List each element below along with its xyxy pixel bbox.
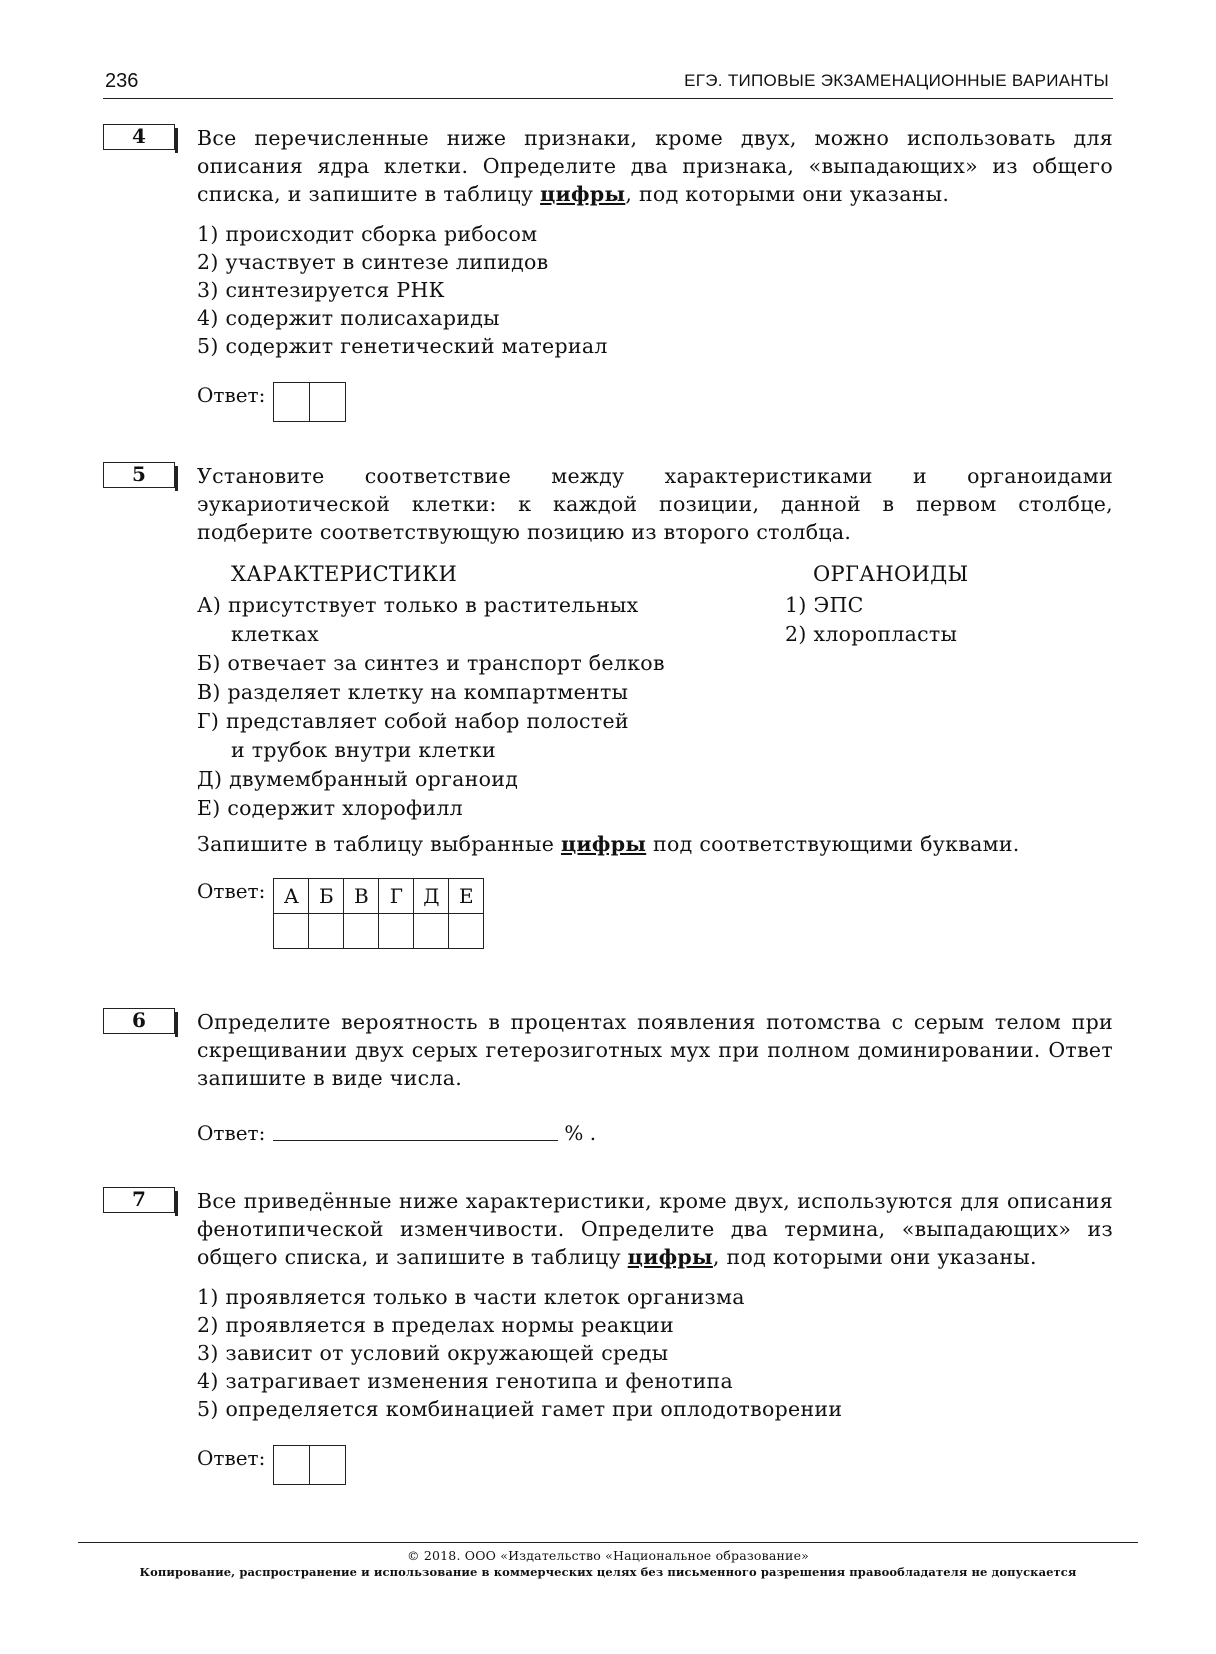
- task-5: [103, 462, 1113, 949]
- answer-label: Ответ:: [197, 879, 266, 903]
- characteristic-item: В) разделяет клетку на компартменты: [197, 680, 629, 704]
- option-item: 2) участвует в синтезе липидов: [197, 250, 549, 274]
- page-header: [103, 68, 1113, 99]
- option-list: [197, 1283, 1113, 1423]
- option-item: 4) затрагивает изменения генотипа и фенотипа: [197, 1369, 734, 1393]
- column-heading: ХАРАКТЕРИСТИКИ: [231, 562, 458, 586]
- characteristic-item: и трубок внутри клетки: [231, 738, 497, 762]
- answer-cell[interactable]: [309, 1446, 345, 1484]
- characteristic-item: Г) представляет собой набор полостей: [197, 709, 629, 733]
- task-6: [103, 1008, 1113, 1146]
- option-item: 1) проявляется только в части клеток организма: [197, 1285, 745, 1309]
- task-7: [103, 1187, 1113, 1485]
- option-item: 2) проявляется в пределах нормы реакции: [197, 1313, 674, 1337]
- task-number: 6: [103, 1008, 175, 1034]
- option-item: 1) происходит сборка рибосом: [197, 222, 538, 246]
- option-item: 5) определяется комбинацией гамет при оплодотворении: [197, 1397, 843, 1421]
- column-heading: ОРГАНОИДЫ: [813, 562, 969, 586]
- answer-cell[interactable]: [309, 383, 345, 421]
- task-instruction: Запишите в таблицу выбранные цифры под соответствующими буквами.: [197, 832, 1020, 856]
- page-number: 236: [105, 70, 139, 92]
- option-item: 3) синтезируется РНК: [197, 278, 445, 302]
- answer-row: [197, 1445, 1113, 1485]
- answer-cell[interactable]: [379, 914, 414, 949]
- percent-unit: % .: [564, 1121, 597, 1145]
- answer-cell[interactable]: [274, 914, 309, 949]
- answer-cell[interactable]: [344, 914, 379, 949]
- answer-table-header: Д: [414, 879, 449, 914]
- organelle-item: 1) ЭПС: [785, 593, 864, 617]
- option-list: [197, 220, 1113, 360]
- task-number: 4: [103, 124, 175, 150]
- task-4: [103, 124, 1113, 422]
- footer-notice: Копирование, распространение и использование в коммерческих целях без письменного разрешения правообладателя не допускается: [139, 1565, 1077, 1579]
- footer-copyright: © 2018. ООО «Издательство «Национальное образование»: [406, 1548, 810, 1563]
- answer-table: [273, 878, 484, 949]
- answer-cell[interactable]: [274, 383, 309, 421]
- answer-row: [197, 382, 1113, 422]
- option-item: 5) содержит генетический материал: [197, 334, 608, 358]
- characteristic-item: Е) содержит хлорофилл: [197, 796, 464, 820]
- footer-divider: [78, 1542, 1138, 1543]
- answer-table-header: Г: [379, 879, 414, 914]
- task-question: Установите соответствие между характеристиками и органоидами эукариотической клетки: к каждой позиции, данной в первом столбце, подберите соответствующую позицию из второго столбца.: [197, 464, 1113, 544]
- answer-cell[interactable]: [274, 1446, 309, 1484]
- organelles-column: [785, 560, 1105, 649]
- answer-table-header: В: [344, 879, 379, 914]
- task-question: Определите вероятность в процентах появления потомства с серым телом при скрещивании двух серых гетерозиготных мух при полном доминировании. Ответ запишите в виде числа.: [197, 1010, 1113, 1090]
- task-question: Все перечисленные ниже признаки, кроме двух, можно использовать для описания ядра клетки. Определите два признака, «выпадающих» из общего списка, и запишите в таблицу цифры, под которыми они указаны.: [197, 126, 1113, 206]
- characteristic-item: А) присутствует только в растительных: [197, 593, 639, 617]
- answer-cell[interactable]: [414, 914, 449, 949]
- answer-boxes[interactable]: [273, 1445, 346, 1485]
- answer-label: Ответ:: [197, 1446, 266, 1470]
- answer-label: Ответ:: [197, 383, 266, 407]
- characteristic-item: Б) отвечает за синтез и транспорт белков: [197, 651, 665, 675]
- task-number: 7: [103, 1187, 175, 1213]
- characteristic-item: клетках: [231, 622, 320, 646]
- answer-table-header: А: [274, 879, 309, 914]
- characteristics-column: [197, 560, 737, 823]
- matching-columns: [197, 560, 1113, 822]
- task-number: 5: [103, 462, 175, 488]
- organelle-item: 2) хлоропласты: [785, 622, 958, 646]
- header-title: ЕГЭ. ТИПОВЫЕ ЭКЗАМЕНАЦИОННЫЕ ВАРИАНТЫ: [684, 71, 1109, 90]
- option-item: 3) зависит от условий окружающей среды: [197, 1341, 669, 1365]
- answer-boxes[interactable]: [273, 382, 346, 422]
- answer-row: [197, 878, 1113, 949]
- answer-table-header: Б: [309, 879, 344, 914]
- option-item: 4) содержит полисахариды: [197, 306, 500, 330]
- answer-label: Ответ:: [197, 1121, 266, 1145]
- answer-cell[interactable]: [449, 914, 484, 949]
- answer-row: [197, 1120, 1113, 1146]
- task-question: Все приведённые ниже характеристики, кроме двух, используются для описания фенотипической изменчивости. Определите два термина, «выпадающих» из общего списка, и запишите в таблицу цифры, под которыми они указаны.: [197, 1189, 1113, 1269]
- answer-field[interactable]: [273, 1120, 558, 1141]
- answer-cell[interactable]: [309, 914, 344, 949]
- answer-table-header: Е: [449, 879, 484, 914]
- characteristic-item: Д) двумембранный органоид: [197, 767, 519, 791]
